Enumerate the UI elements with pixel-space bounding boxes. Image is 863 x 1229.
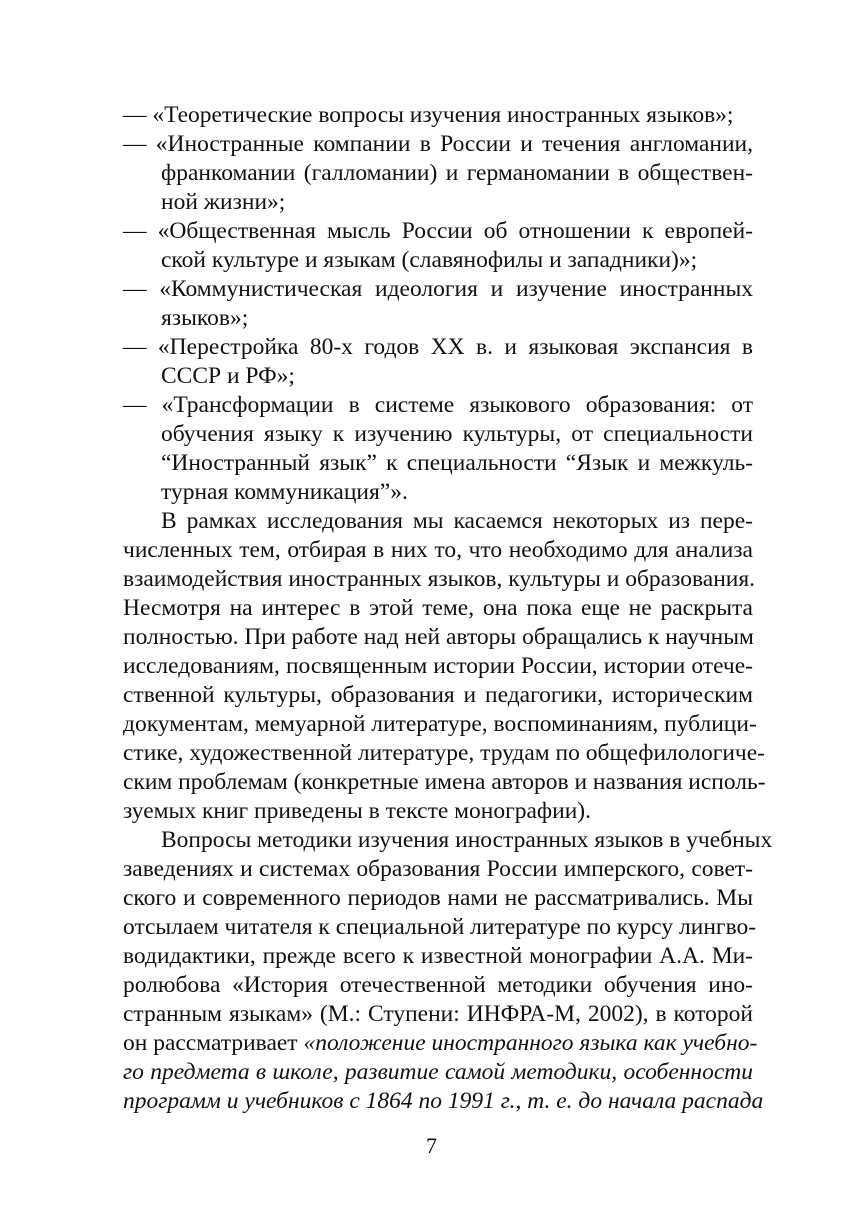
text-line: ской культуре и языкам (славянофилы и западники)»; <box>161 247 698 273</box>
quoted-italic-text: «положение иностранного языка как учебно- <box>303 1030 758 1056</box>
text-line: численных тем, отбирая в них то, что необходимо для анализа <box>123 537 753 563</box>
text-line: языков»; <box>161 305 249 331</box>
text-line: — «Теоретические вопросы изучения иностранных языков»; <box>123 102 734 128</box>
text-line: — «Трансформации в системе языкового образования: от <box>123 392 753 418</box>
text-line: СССР и РФ»; <box>161 363 295 389</box>
text-line: франкомании (галломании) и германомании в обществен- <box>161 160 753 186</box>
text-line: ролюбова «История отечественной методики обучения ино- <box>123 972 753 998</box>
text-line: полностью. При работе над ней авторы обращались к научным <box>123 624 754 650</box>
quoted-italic-line: программ и учебников с 1864 по 1991 г., т. е. до начала распада <box>123 1088 764 1114</box>
text-line: стике, художественной литературе, трудам по общефилологиче- <box>123 740 765 766</box>
text-line: странным языкам» (М.: Ступени: ИНФРА-М, 2002), в которой <box>123 1001 753 1027</box>
bullet-item <box>123 391 753 507</box>
text-line: Вопросы методики изучения иностранных языков в учебных <box>161 827 773 853</box>
page-content <box>123 101 773 1116</box>
text-line: обучения языку к изучению культуры, от специальности <box>161 421 753 447</box>
text-line: — «Перестройка 80-х годов XX в. и языковая экспансия в <box>123 334 753 360</box>
bullet-item <box>123 101 753 130</box>
text-line: — «Общественная мысль России об отношении к европей- <box>123 218 753 244</box>
text-line: ной жизни»; <box>161 189 286 215</box>
text-line: отсылаем читателя к специальной литературе по курсу лингво- <box>123 914 757 940</box>
body-paragraph <box>123 507 766 826</box>
bullet-item <box>123 333 753 391</box>
text-line: — «Коммунистическая идеология и изучение иностранных <box>123 276 753 302</box>
text-line: турная коммуникация”». <box>161 479 408 505</box>
text-line: — «Иностранные компании в России и течения англомании, <box>123 131 753 157</box>
text-line: документам, мемуарной литературе, воспоминаниям, публици- <box>123 711 757 737</box>
text-line: В рамках исследования мы касаемся некоторых из пере- <box>161 508 753 534</box>
text-line: взаимодействия иностранных языков, культуры и образования. <box>123 566 756 592</box>
text-line: заведениях и системах образования России имперского, совет- <box>123 856 753 882</box>
text-line: водидактики, прежде всего к известной монографии А.А. Ми- <box>123 943 753 969</box>
quoted-italic-line: го предмета в школе, развитие самой методики, особенности <box>123 1059 753 1085</box>
bullet-item <box>123 217 753 275</box>
text-line-mixed <box>123 1029 758 1058</box>
bullet-item <box>123 130 753 217</box>
text-line: ского и современного периодов нами не рассматривались. Мы <box>123 885 753 911</box>
bullet-item <box>123 275 753 333</box>
page-number: 7 <box>426 1133 437 1158</box>
text-line: исследованиям, посвященным истории России, истории отече- <box>123 653 753 679</box>
text-line: зуемых книг приведены в тексте монографии). <box>123 798 591 824</box>
body-paragraph <box>123 826 773 1116</box>
text-line: Несмотря на интерес в этой теме, она пока еще не раскрыта <box>123 595 753 621</box>
plain-text: он рассматривает <box>123 1030 304 1056</box>
text-line: “Иностранный язык” к специальности “Язык и межкуль- <box>161 450 753 476</box>
text-line: ственной культуры, образования и педагогики, историческим <box>123 682 753 708</box>
text-line: ским проблемам (конкретные имена авторов и названия исполь- <box>123 769 766 795</box>
